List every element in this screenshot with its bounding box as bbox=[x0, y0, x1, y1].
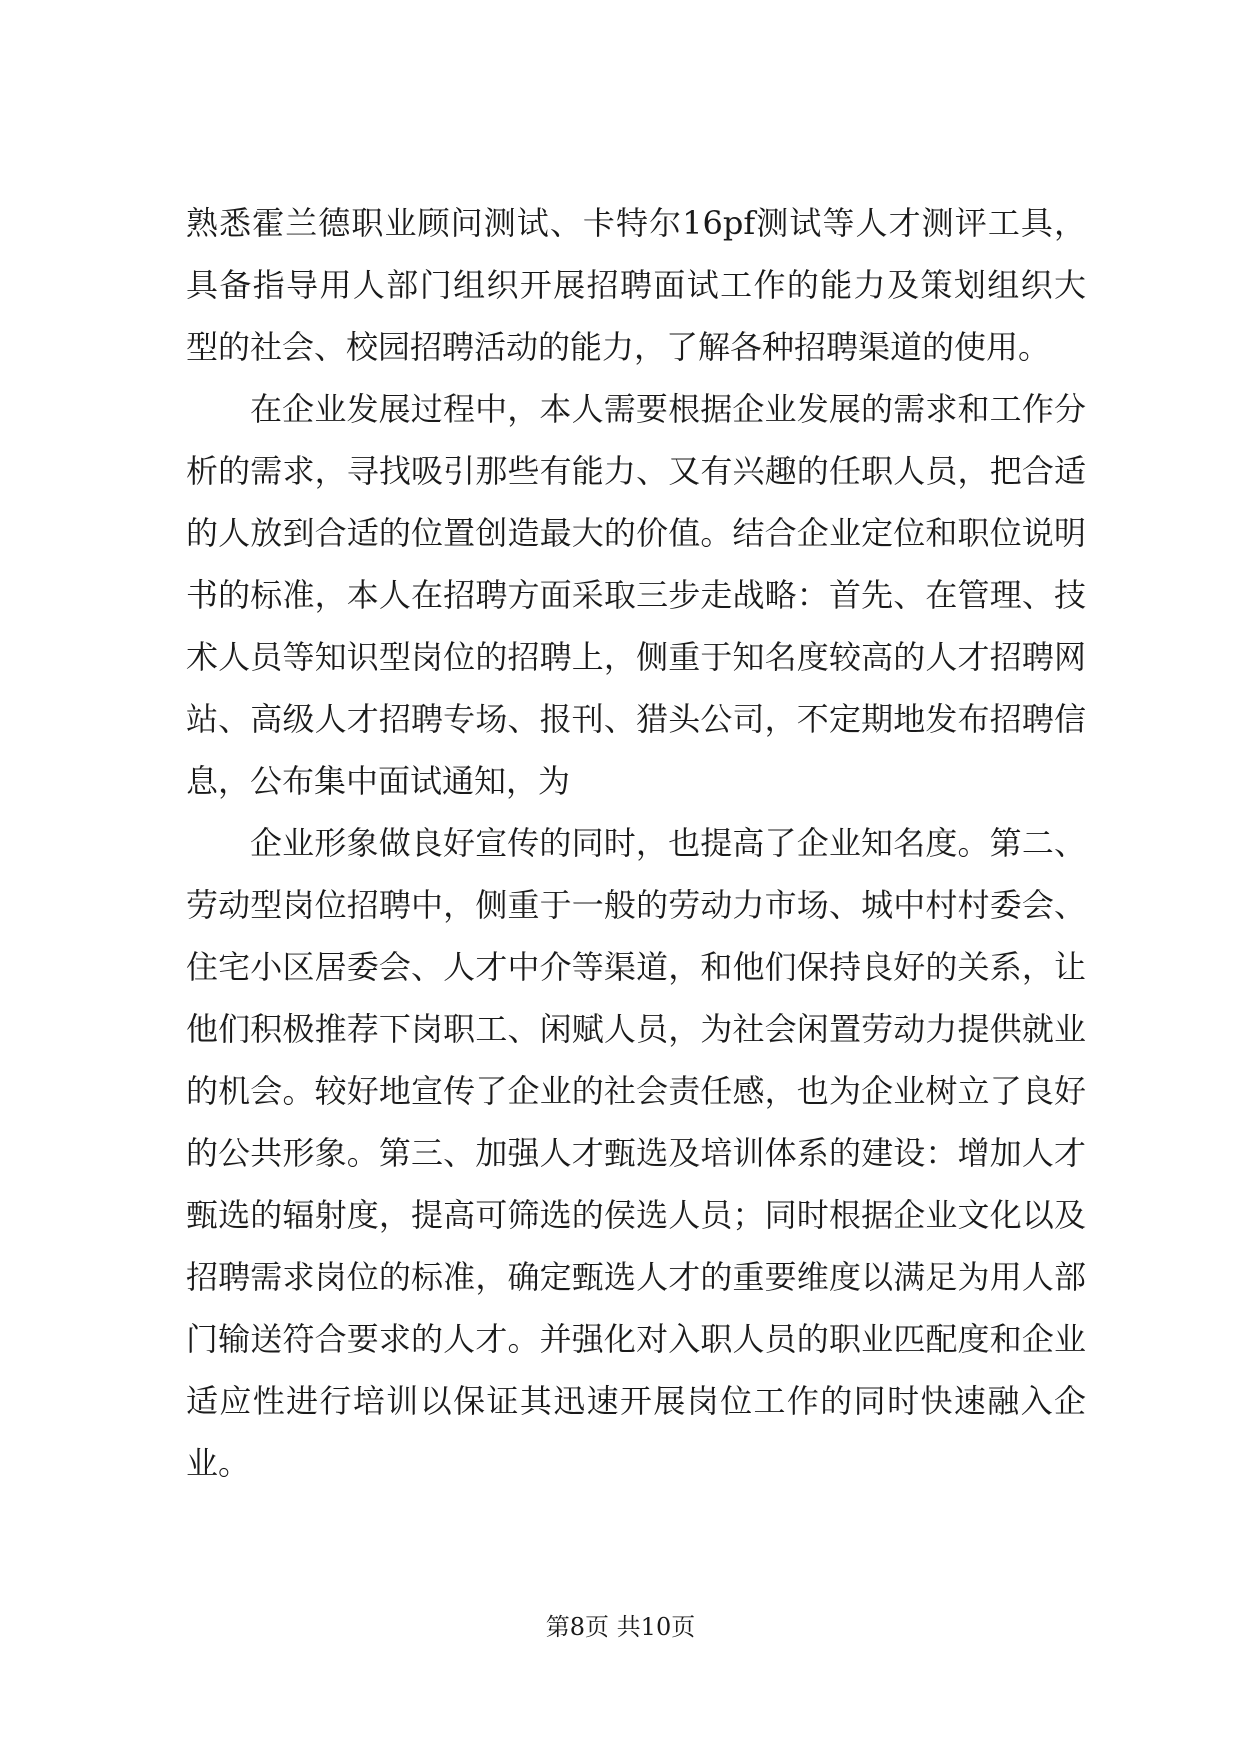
text-line: 的机会。较好地宣传了企业的社会责任感，也为企业树立了良好 bbox=[186, 1072, 1086, 1110]
text-line: 术人员等知识型岗位的招聘上，侧重于知名度较高的人才招聘网 bbox=[186, 638, 1086, 676]
text-line: 的公共形象。第三、加强人才甄选及培训体系的建设：增加人才 bbox=[186, 1134, 1086, 1172]
paragraph bbox=[186, 812, 1086, 1494]
text-line: 甄选的辐射度，提高可筛选的侯选人员；同时根据企业文化以及 bbox=[186, 1196, 1086, 1234]
text-line: 适应性进行培训以保证其迅速开展岗位工作的同时快速融入企 bbox=[186, 1382, 1086, 1420]
text-line: 型的社会、校园招聘活动的能力，了解各种招聘渠道的使用。 bbox=[186, 328, 1051, 366]
text-line: 站、高级人才招聘专场、报刊、猎头公司，不定期地发布招聘信 bbox=[186, 700, 1086, 738]
text-line: 息，公布集中面试通知，为 bbox=[186, 762, 571, 800]
text-line: 门输送符合要求的人才。并强化对入职人员的职业匹配度和企业 bbox=[186, 1320, 1086, 1358]
paragraph bbox=[186, 378, 1086, 812]
text-line: 业。 bbox=[186, 1444, 251, 1482]
body-text bbox=[186, 192, 1086, 1494]
text-line: 析的需求，寻找吸引那些有能力、又有兴趣的任职人员，把合适 bbox=[186, 452, 1086, 490]
paragraph bbox=[186, 192, 1086, 378]
text-line: 他们积极推荐下岗职工、闲赋人员，为社会闲置劳动力提供就业 bbox=[186, 1010, 1086, 1048]
text-line: 的人放到合适的位置创造最大的价值。结合企业定位和职位说明 bbox=[186, 514, 1086, 552]
page-footer: 第8页 共10页 bbox=[545, 1613, 696, 1641]
text-line: 熟悉霍兰德职业顾问测试、卡特尔16pf测试等人才测评工具， bbox=[186, 204, 1086, 242]
text-line: 具备指导用人部门组织开展招聘面试工作的能力及策划组织大 bbox=[186, 266, 1086, 304]
text-line: 在企业发展过程中，本人需要根据企业发展的需求和工作分 bbox=[250, 390, 1086, 428]
text-line: 书的标准，本人在招聘方面采取三步走战略：首先、在管理、技 bbox=[186, 576, 1086, 614]
text-line: 招聘需求岗位的标准，确定甄选人才的重要维度以满足为用人部 bbox=[186, 1258, 1086, 1296]
text-line: 住宅小区居委会、人才中介等渠道，和他们保持良好的关系，让 bbox=[186, 948, 1086, 986]
text-line: 劳动型岗位招聘中，侧重于一般的劳动力市场、城中村村委会、 bbox=[186, 886, 1086, 924]
text-line: 企业形象做良好宣传的同时，也提高了企业知名度。第二、 bbox=[250, 824, 1086, 862]
